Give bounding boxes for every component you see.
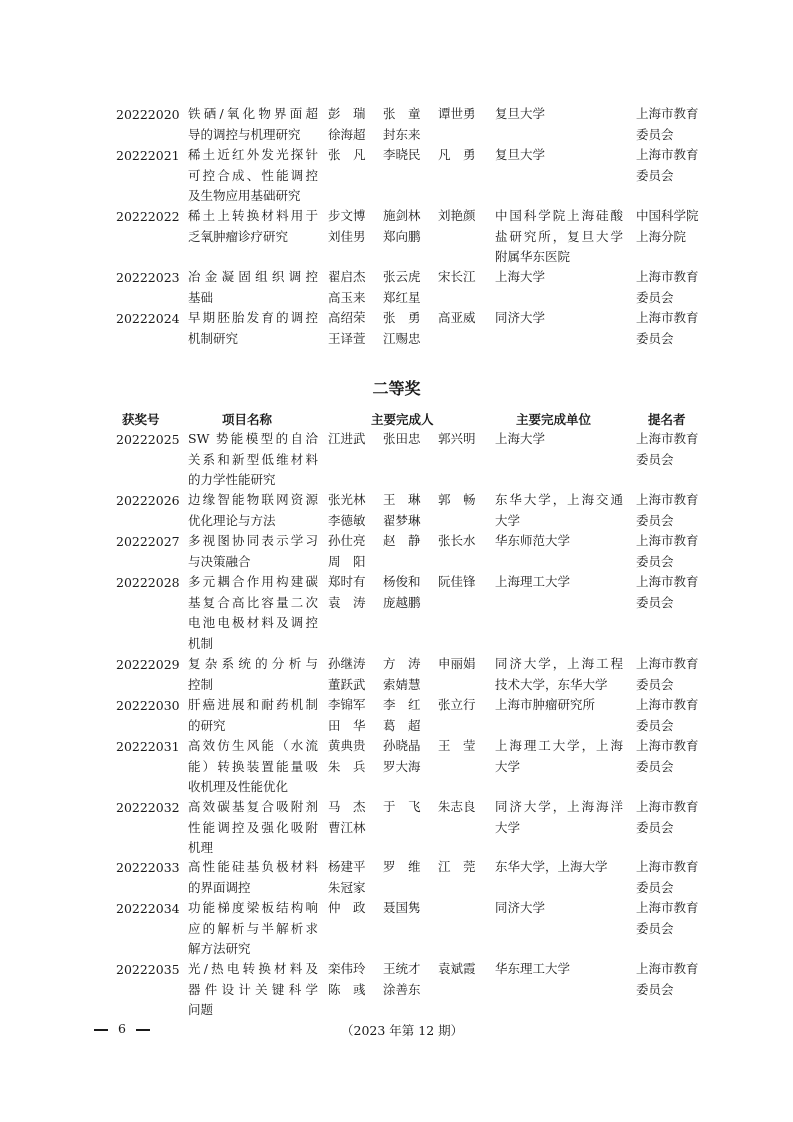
project-name-line: 边缘智能物联网资源 <box>188 492 318 507</box>
unit-line: 大学 <box>495 819 521 835</box>
project-name-line: 电池电极材料及调控 <box>188 615 318 630</box>
nominator <box>636 145 706 186</box>
project-name <box>188 572 318 654</box>
unit <box>495 531 623 552</box>
person-name: 高绍荣 <box>328 310 366 325</box>
person-name: 高亚威 <box>438 310 476 325</box>
nominator-line: 上海市教育 <box>636 431 699 446</box>
project-name-line: 基础 <box>188 289 214 305</box>
award-id: 20222029 <box>116 657 180 672</box>
person-name: 申丽娟 <box>438 656 476 671</box>
person-name: 张立行 <box>438 697 476 712</box>
person-name: 袁 涛 <box>328 594 366 610</box>
project-name <box>188 104 318 145</box>
unit <box>495 267 623 288</box>
header-nominator: 提名者 <box>648 412 686 427</box>
person-name: 孙继涛 <box>328 656 366 671</box>
person-name: 刘艳颜 <box>438 208 476 223</box>
award-id: 20222034 <box>116 901 180 916</box>
person-name: 张光林 <box>328 492 366 507</box>
unit-line: 上海大学 <box>495 269 546 284</box>
unit <box>495 308 623 329</box>
person-name: 郑红星 <box>383 289 421 305</box>
unit <box>495 104 623 125</box>
header-persons: 主要完成人 <box>371 412 434 427</box>
person-name: 李晓民 <box>383 147 421 162</box>
persons <box>328 490 488 531</box>
person-name: 栾伟玲 <box>328 961 366 976</box>
persons <box>328 654 488 695</box>
nominator-line: 委员会 <box>636 819 674 835</box>
project-name-line: 机制研究 <box>188 330 239 346</box>
nominator <box>636 429 706 470</box>
project-name <box>188 531 318 572</box>
project-name-line: 复杂系统的分析与 <box>188 656 318 671</box>
persons <box>328 695 488 736</box>
project-name-line: 多元耦合作用构建碳 <box>188 574 318 589</box>
project-name-line: 肝癌进展和耐药机制 <box>188 697 318 712</box>
unit-line: 同济大学，上海海洋 <box>495 799 623 814</box>
person-name: 江赐忠 <box>383 330 421 346</box>
project-name <box>188 736 318 798</box>
nominator <box>636 654 706 695</box>
nominator <box>636 695 706 736</box>
person-name: 李 红 <box>383 697 421 712</box>
award-id: 20222026 <box>116 493 180 508</box>
person-name: 张 凡 <box>328 147 366 162</box>
unit <box>495 695 623 716</box>
persons <box>328 736 488 777</box>
person-name: 仲 政 <box>328 900 366 915</box>
person-name: 封东来 <box>383 126 421 142</box>
persons <box>328 145 488 166</box>
person-name: 张田忠 <box>383 431 421 446</box>
person-name: 索婧慧 <box>383 676 421 692</box>
nominator-line: 委员会 <box>636 289 674 305</box>
project-name <box>188 695 318 736</box>
unit <box>495 654 623 695</box>
project-name-line: 铁硒/氧化物界面超 <box>188 106 318 121</box>
person-name: 聂国隽 <box>383 900 421 915</box>
person-name: 庞越鹏 <box>383 594 421 610</box>
persons <box>328 898 488 919</box>
award-id: 20222023 <box>116 270 180 285</box>
project-name <box>188 308 318 349</box>
person-name: 朱志良 <box>438 799 476 814</box>
section-title: 二等奖 <box>372 379 421 398</box>
person-name: 宋长江 <box>438 269 476 284</box>
person-name: 刘佳男 <box>328 228 366 244</box>
unit-line: 上海理工大学 <box>495 574 571 589</box>
unit <box>495 898 623 919</box>
nominator-line: 委员会 <box>636 167 674 183</box>
project-name-line: 高性能硅基负极材料 <box>188 859 318 874</box>
person-name: 袁斌霞 <box>438 961 476 976</box>
unit-line: 中国科学院上海硅酸 <box>495 208 623 223</box>
project-name-line: 控制 <box>188 676 214 692</box>
person-name: 周 阳 <box>328 553 366 569</box>
nominator <box>636 531 706 572</box>
project-name-line: 应的解析与半解析求 <box>188 920 318 936</box>
project-name <box>188 206 318 247</box>
award-id: 20222033 <box>116 860 180 875</box>
award-id: 20222027 <box>116 534 180 549</box>
person-name: 郭 畅 <box>438 492 476 507</box>
person-name: 孙仕亮 <box>328 533 366 548</box>
unit <box>495 145 623 166</box>
person-name: 杨建平 <box>328 859 366 874</box>
person-name: 张长水 <box>438 533 476 548</box>
nominator-line: 委员会 <box>636 676 674 692</box>
nominator-line: 委员会 <box>636 330 674 346</box>
project-name-line: 解方法研究 <box>188 941 251 956</box>
page-number: 6 <box>94 1021 150 1036</box>
person-name: 罗 维 <box>383 859 421 874</box>
nominator-line: 委员会 <box>636 512 674 528</box>
persons <box>328 267 488 308</box>
header-name: 项目名称 <box>222 412 273 427</box>
persons <box>328 572 488 613</box>
person-name: 孙晓晶 <box>383 738 421 753</box>
nominator-line: 委员会 <box>636 981 674 997</box>
nominator-line: 委员会 <box>636 717 674 733</box>
dash-icon <box>136 1029 150 1031</box>
project-name-line: 导的调控与机理研究 <box>188 126 301 142</box>
project-name-line: 与决策融合 <box>188 553 251 569</box>
person-name: 凡 勇 <box>438 147 476 162</box>
nominator-line: 委员会 <box>636 879 674 895</box>
project-name-line: 及生物应用基础研究 <box>188 188 301 203</box>
nominator-line: 上海市教育 <box>636 574 699 589</box>
project-name-line: 的力学性能研究 <box>188 472 276 487</box>
award-id: 20222021 <box>116 148 180 163</box>
award-id: 20222035 <box>116 962 180 977</box>
person-name: 朱 兵 <box>328 758 366 774</box>
person-name: 田 华 <box>328 717 366 733</box>
project-name-line: 优化理论与方法 <box>188 512 276 528</box>
nominator-line: 委员会 <box>636 758 674 774</box>
unit-line: 同济大学 <box>495 310 546 325</box>
nominator-line: 上海市教育 <box>636 147 699 162</box>
project-name-line: 机理 <box>188 840 214 855</box>
unit <box>495 797 623 838</box>
person-name: 王 莹 <box>438 738 476 753</box>
person-name: 葛 超 <box>383 717 421 733</box>
nominator-line: 上海市教育 <box>636 859 699 874</box>
project-name <box>188 429 318 491</box>
unit-line: 华东理工大学 <box>495 961 571 976</box>
project-name <box>188 654 318 695</box>
nominator <box>636 572 706 613</box>
unit-line: 东华大学，上海大学 <box>495 859 608 874</box>
award-id: 20222032 <box>116 800 180 815</box>
person-name: 张云虎 <box>383 269 421 284</box>
project-name-line: 可控合成、性能调控 <box>188 167 318 183</box>
unit-line: 技术大学，东华大学 <box>495 676 608 692</box>
person-name: 陈 彧 <box>328 981 366 997</box>
person-name: 马 杰 <box>328 799 366 814</box>
header-unit: 主要完成单位 <box>516 412 592 427</box>
project-name-line: 器件设计关键科学 <box>188 981 318 997</box>
persons <box>328 308 488 349</box>
unit-line: 华东师范大学 <box>495 533 571 548</box>
unit-line: 上海大学 <box>495 431 546 446</box>
unit-line: 同济大学 <box>495 900 546 915</box>
unit-line: 复旦大学 <box>495 106 546 121</box>
person-name: 徐海超 <box>328 126 366 142</box>
nominator-line: 委员会 <box>636 126 674 142</box>
nominator-line: 上海市教育 <box>636 697 699 712</box>
person-name: 施剑林 <box>383 208 421 223</box>
person-name: 董跃武 <box>328 676 366 692</box>
person-name: 郑向鹏 <box>383 228 421 244</box>
person-name: 彭 瑞 <box>328 106 366 121</box>
unit-line: 盐研究所，复旦大学 <box>495 228 623 244</box>
unit-line: 大学 <box>495 512 521 528</box>
project-name <box>188 898 318 960</box>
person-name: 李德敏 <box>328 512 366 528</box>
unit-line: 同济大学，上海工程 <box>495 656 623 671</box>
person-name: 罗大海 <box>383 758 421 774</box>
unit <box>495 490 623 531</box>
project-name-line: 稀土近红外发光探针 <box>188 147 318 162</box>
persons <box>328 104 488 145</box>
nominator <box>636 206 706 247</box>
nominator-line: 上海市教育 <box>636 106 699 121</box>
unit <box>495 429 623 450</box>
project-name-line: 稀土上转换材料用于 <box>188 208 318 223</box>
nominator-line: 上海市教育 <box>636 533 699 548</box>
unit-line: 东华大学，上海交通 <box>495 492 623 507</box>
nominator <box>636 104 706 145</box>
persons <box>328 959 488 1000</box>
nominator <box>636 898 706 939</box>
project-name-line: 能）转换装置能量吸 <box>188 758 318 774</box>
unit-line: 附属华东医院 <box>495 249 571 264</box>
nominator-line: 中国科学院 <box>636 208 699 223</box>
award-id: 20222020 <box>116 107 180 122</box>
project-name <box>188 797 318 859</box>
person-name: 郑时有 <box>328 574 366 589</box>
person-name: 王 琳 <box>383 492 421 507</box>
nominator-line: 上海市教育 <box>636 310 699 325</box>
project-name-line: 乏氧肿瘤诊疗研究 <box>188 228 289 244</box>
project-name-line: 多视图协同表示学习 <box>188 533 318 548</box>
nominator <box>636 797 706 838</box>
nominator-line: 委员会 <box>636 920 674 936</box>
project-name <box>188 145 318 207</box>
project-name-line: 高效仿生风能（水流 <box>188 738 318 753</box>
nominator-line: 上海市教育 <box>636 738 699 753</box>
project-name-line: 冶金凝固组织调控 <box>188 269 318 284</box>
nominator-line: 上海市教育 <box>636 799 699 814</box>
project-name-line: 的界面调控 <box>188 879 251 895</box>
unit <box>495 572 623 593</box>
person-name: 李锦军 <box>328 697 366 712</box>
persons <box>328 797 488 838</box>
person-name: 涂善东 <box>383 981 421 997</box>
person-name: 王统才 <box>383 961 421 976</box>
project-name-line: 收机理及性能优化 <box>188 779 289 794</box>
person-name: 张 童 <box>383 106 421 121</box>
nominator <box>636 267 706 308</box>
person-name: 王译萱 <box>328 330 366 346</box>
nominator-line: 上海市教育 <box>636 492 699 507</box>
project-name-line: 关系和新型低维材料 <box>188 451 318 467</box>
unit-line: 大学 <box>495 758 521 774</box>
project-name-line: 基复合高比容量二次 <box>188 594 318 610</box>
persons <box>328 206 488 247</box>
award-id: 20222031 <box>116 739 180 754</box>
nominator-line: 上海分院 <box>636 228 687 244</box>
unit-line: 上海理工大学，上海 <box>495 738 623 753</box>
nominator-line: 委员会 <box>636 553 674 569</box>
project-name-line: 的研究 <box>188 717 226 733</box>
nominator-line: 上海市教育 <box>636 269 699 284</box>
nominator-line: 上海市教育 <box>636 900 699 915</box>
unit-line: 复旦大学 <box>495 147 546 162</box>
nominator-line: 委员会 <box>636 594 674 610</box>
project-name <box>188 490 318 531</box>
person-name: 赵 静 <box>383 533 421 548</box>
person-name: 江 莞 <box>438 859 476 874</box>
project-name-line: 问题 <box>188 1002 214 1017</box>
project-name <box>188 267 318 308</box>
project-name-line: 机制 <box>188 635 214 651</box>
award-id: 20222025 <box>116 432 180 447</box>
nominator-line: 上海市教育 <box>636 656 699 671</box>
person-name: 谭世勇 <box>438 106 476 121</box>
person-name: 方 涛 <box>383 656 421 671</box>
unit <box>495 857 623 878</box>
person-name: 高玉来 <box>328 289 366 305</box>
project-name-line: 光/热电转换材料及 <box>188 961 318 976</box>
person-name: 朱冠家 <box>328 879 366 895</box>
nominator-line: 委员会 <box>636 451 674 467</box>
project-name-line: 性能调控及强化吸附 <box>188 819 318 835</box>
award-id: 20222028 <box>116 575 180 590</box>
project-name-line: 早期胚胎发育的调控 <box>188 310 318 325</box>
award-id: 20222022 <box>116 209 180 224</box>
unit <box>495 206 623 268</box>
person-name: 曹江林 <box>328 819 366 835</box>
persons <box>328 857 488 898</box>
header-id: 获奖号 <box>122 412 160 427</box>
project-name <box>188 857 318 898</box>
unit <box>495 736 623 777</box>
unit <box>495 959 623 980</box>
project-name <box>188 959 318 1021</box>
nominator <box>636 308 706 349</box>
nominator <box>636 857 706 898</box>
person-name: 江进武 <box>328 431 366 446</box>
person-name: 步文博 <box>328 208 366 223</box>
person-name: 黄典贵 <box>328 738 366 753</box>
issue-label: （2023 年第 12 期） <box>341 1023 464 1038</box>
nominator-line: 上海市教育 <box>636 961 699 976</box>
unit-line: 上海市肿瘤研究所 <box>495 697 596 712</box>
dash-icon <box>94 1029 108 1031</box>
nominator <box>636 736 706 777</box>
nominator <box>636 959 706 1000</box>
nominator <box>636 490 706 531</box>
person-name: 张 勇 <box>383 310 421 325</box>
person-name: 于 飞 <box>383 799 421 814</box>
award-id: 20222024 <box>116 311 180 326</box>
award-id: 20222030 <box>116 698 180 713</box>
person-name: 翟梦琳 <box>383 512 421 528</box>
person-name: 杨俊和 <box>383 574 421 589</box>
person-name: 郭兴明 <box>438 431 476 446</box>
person-name: 翟启杰 <box>328 269 366 284</box>
persons <box>328 429 488 450</box>
project-name-line: SW 势能模型的自洽 <box>188 431 318 446</box>
person-name: 阮佳锋 <box>438 574 476 589</box>
project-name-line: 功能梯度梁板结构响 <box>188 900 318 915</box>
persons <box>328 531 488 572</box>
project-name-line: 高效碳基复合吸附剂 <box>188 799 318 814</box>
